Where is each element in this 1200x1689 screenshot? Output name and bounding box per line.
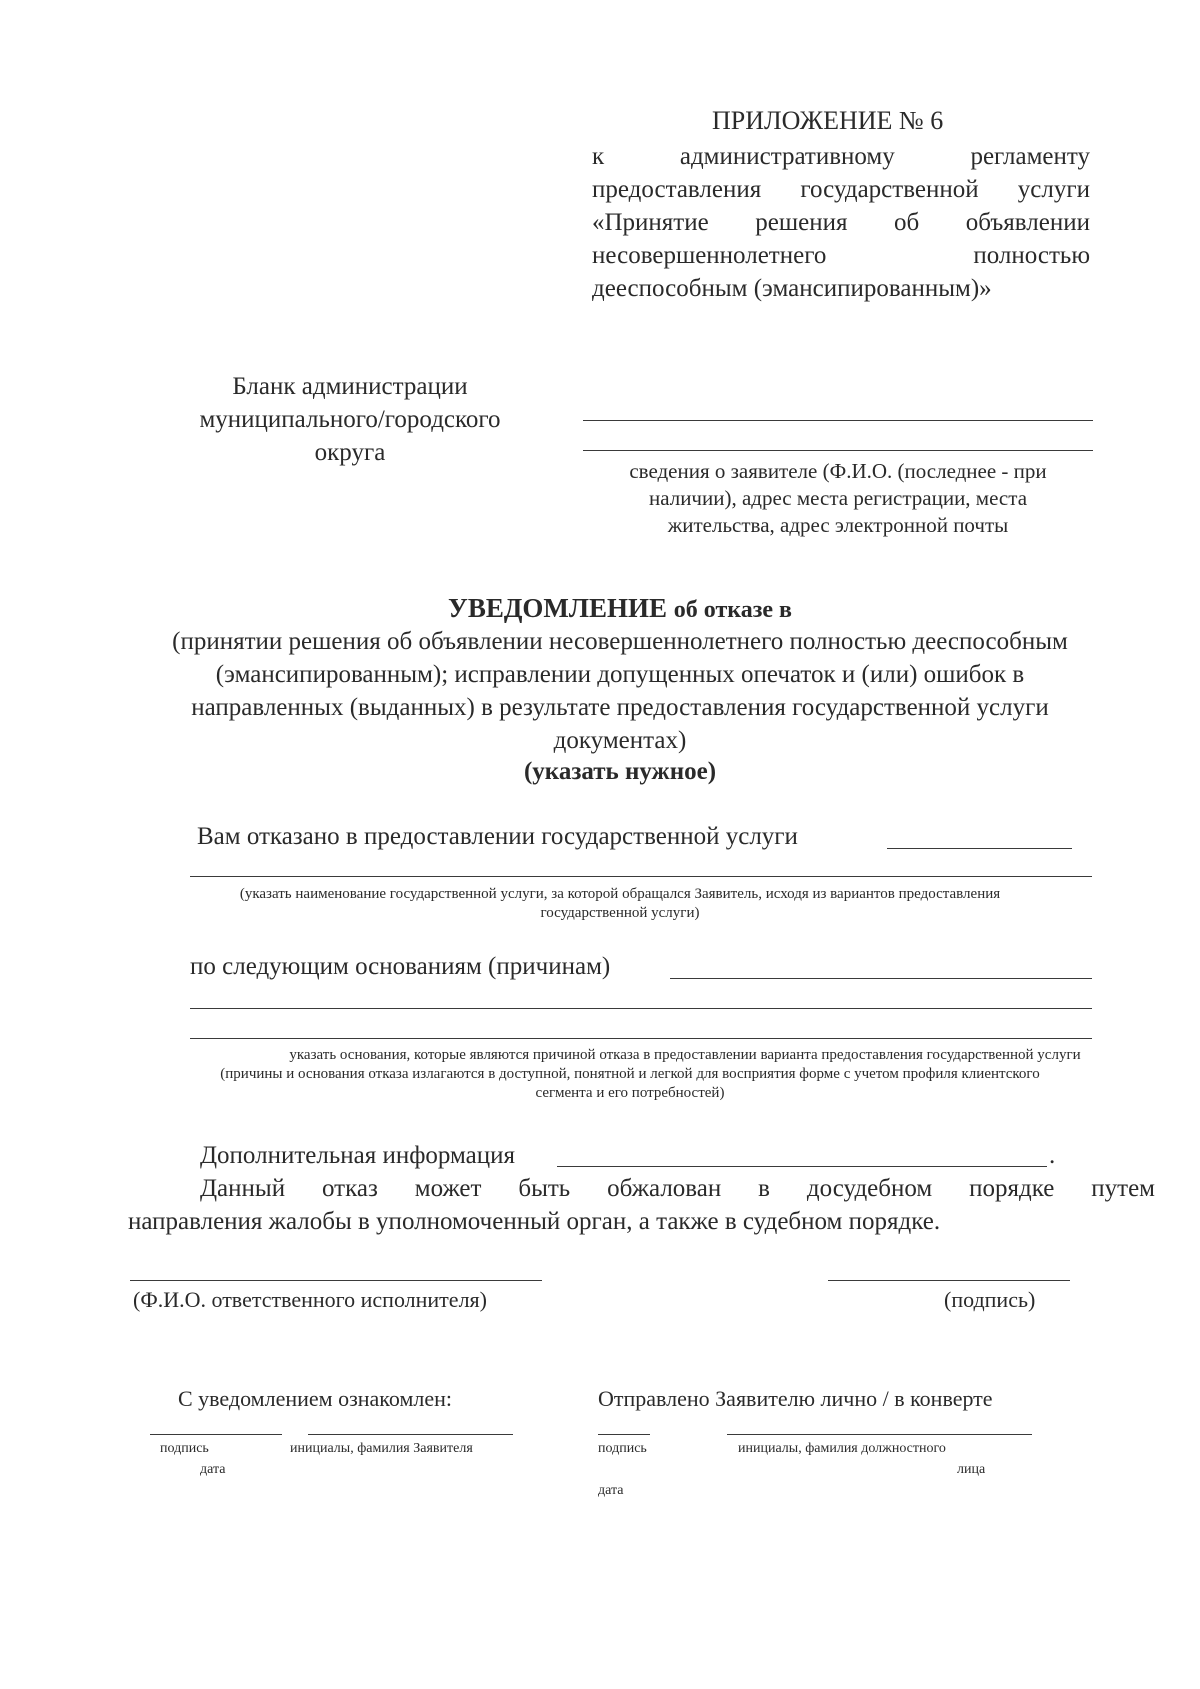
grounds-caption [130, 1046, 1130, 1103]
sent-label: Отправлено Заявителю лично / в конверте [598, 1386, 993, 1411]
acknowledged-label: С уведомлением ознакомлен: [178, 1386, 453, 1411]
sent-sign-line[interactable] [598, 1434, 650, 1435]
sent-initials-caption: инициалы, фамилия должностного [738, 1441, 946, 1456]
letterhead [160, 370, 540, 469]
grounds-caption-line: указать основания, которые являются причиной отказа в предоставлении варианта предоставления государственной услуги [289, 1047, 1081, 1063]
applicant-line[interactable] [583, 420, 1093, 421]
letterhead-line: муниципального/городского [199, 406, 501, 433]
appeal-line1: Данный отказ может быть обжалован в досудебном порядке путем [200, 1175, 1155, 1202]
applicant-caption-line: наличии), адрес места регистрации, места [648, 486, 1028, 510]
ack-sign-line[interactable] [150, 1434, 282, 1435]
sent-initials-line[interactable] [727, 1434, 1032, 1435]
refused-caption [140, 885, 1100, 923]
appendix-title: ПРИЛОЖЕНИЕ № 6 [712, 106, 944, 135]
notice-heading [120, 592, 1120, 627]
grounds-caption-line: сегмента и его потребностей) [535, 1085, 725, 1101]
notice-choose [120, 758, 1120, 786]
notice-body-line: (эмансипированным); исправлении допущенных опечаток и (или) ошибок в [215, 661, 1025, 688]
officer-line[interactable] [130, 1280, 542, 1281]
service-name-line[interactable] [887, 848, 1072, 849]
refused-caption-line: государственной услуги) [540, 905, 700, 921]
applicant-caption-line: жительства, адрес электронной почты [667, 513, 1009, 537]
grounds-line[interactable] [670, 978, 1092, 979]
letterhead-line: Бланк администрации [232, 373, 468, 400]
applicant-caption-line: сведения о заявителе (Ф.И.О. (последнее - при [629, 459, 1047, 483]
additional-end: . [1049, 1142, 1056, 1169]
grounds-line[interactable] [190, 1008, 1092, 1009]
notice-choose-text: (указать нужное) [523, 758, 717, 785]
ack-date-caption: дата [200, 1462, 226, 1477]
refused-caption-line: (указать наименование государственной услуги, за которой обращался Заявитель, исходя из вариантов предоставления [239, 886, 1001, 902]
grounds-text: по следующим основаниям (причинам) [190, 953, 611, 980]
notice-body-line: (принятии решения об объявлении несовершеннолетнего полностью дееспособным [172, 628, 1068, 655]
notice-title: УВЕДОМЛЕНИЕ [448, 593, 668, 623]
ack-initials-line[interactable] [308, 1434, 513, 1435]
service-name-line[interactable] [190, 876, 1092, 877]
appendix-line: к административному регламенту [592, 143, 1090, 170]
appendix-line: «Принятие решения об объявлении [592, 209, 1090, 236]
additional-label: Дополнительная информация [200, 1142, 516, 1169]
notice-body-line: направленных (выданных) в результате предоставления государственной услуги [191, 694, 1049, 721]
applicant-caption [583, 458, 1093, 539]
grounds-caption-line: (причины и основания отказа излагаются в доступной, понятной и легкой для восприятия форме с учетом профиля клиентского [220, 1066, 1040, 1082]
signature-line[interactable] [828, 1280, 1070, 1281]
appendix-line: дееспособным (эмансипированным)» [592, 275, 992, 302]
refused-text: Вам отказано в предоставлении государственной услуги [197, 823, 798, 850]
appendix-block [592, 140, 1090, 305]
notice-title-tail: об отказе в [673, 597, 792, 623]
signature-caption: (подпись) [944, 1287, 1036, 1312]
grounds-line[interactable] [190, 1038, 1092, 1039]
appendix-line: несовершеннолетнего полностью [592, 242, 1090, 269]
appeal-line2: направления жалобы в уполномоченный орган, а также в судебном порядке. [128, 1208, 941, 1235]
appendix-line: предоставления государственной услуги [592, 176, 1090, 203]
ack-initials-caption: инициалы, фамилия Заявителя [290, 1441, 473, 1456]
sent-initials-caption-2: лица [957, 1462, 986, 1477]
sent-sign-caption: подпись [598, 1441, 647, 1456]
applicant-line[interactable] [583, 450, 1093, 451]
letterhead-line: округа [314, 439, 386, 466]
notice-body [110, 625, 1130, 757]
ack-sign-caption: подпись [160, 1441, 209, 1456]
notice-body-line: документах) [553, 727, 687, 754]
sent-date-caption: дата [598, 1483, 624, 1498]
additional-line[interactable] [557, 1166, 1047, 1167]
officer-caption: (Ф.И.О. ответственного исполнителя) [133, 1287, 487, 1312]
